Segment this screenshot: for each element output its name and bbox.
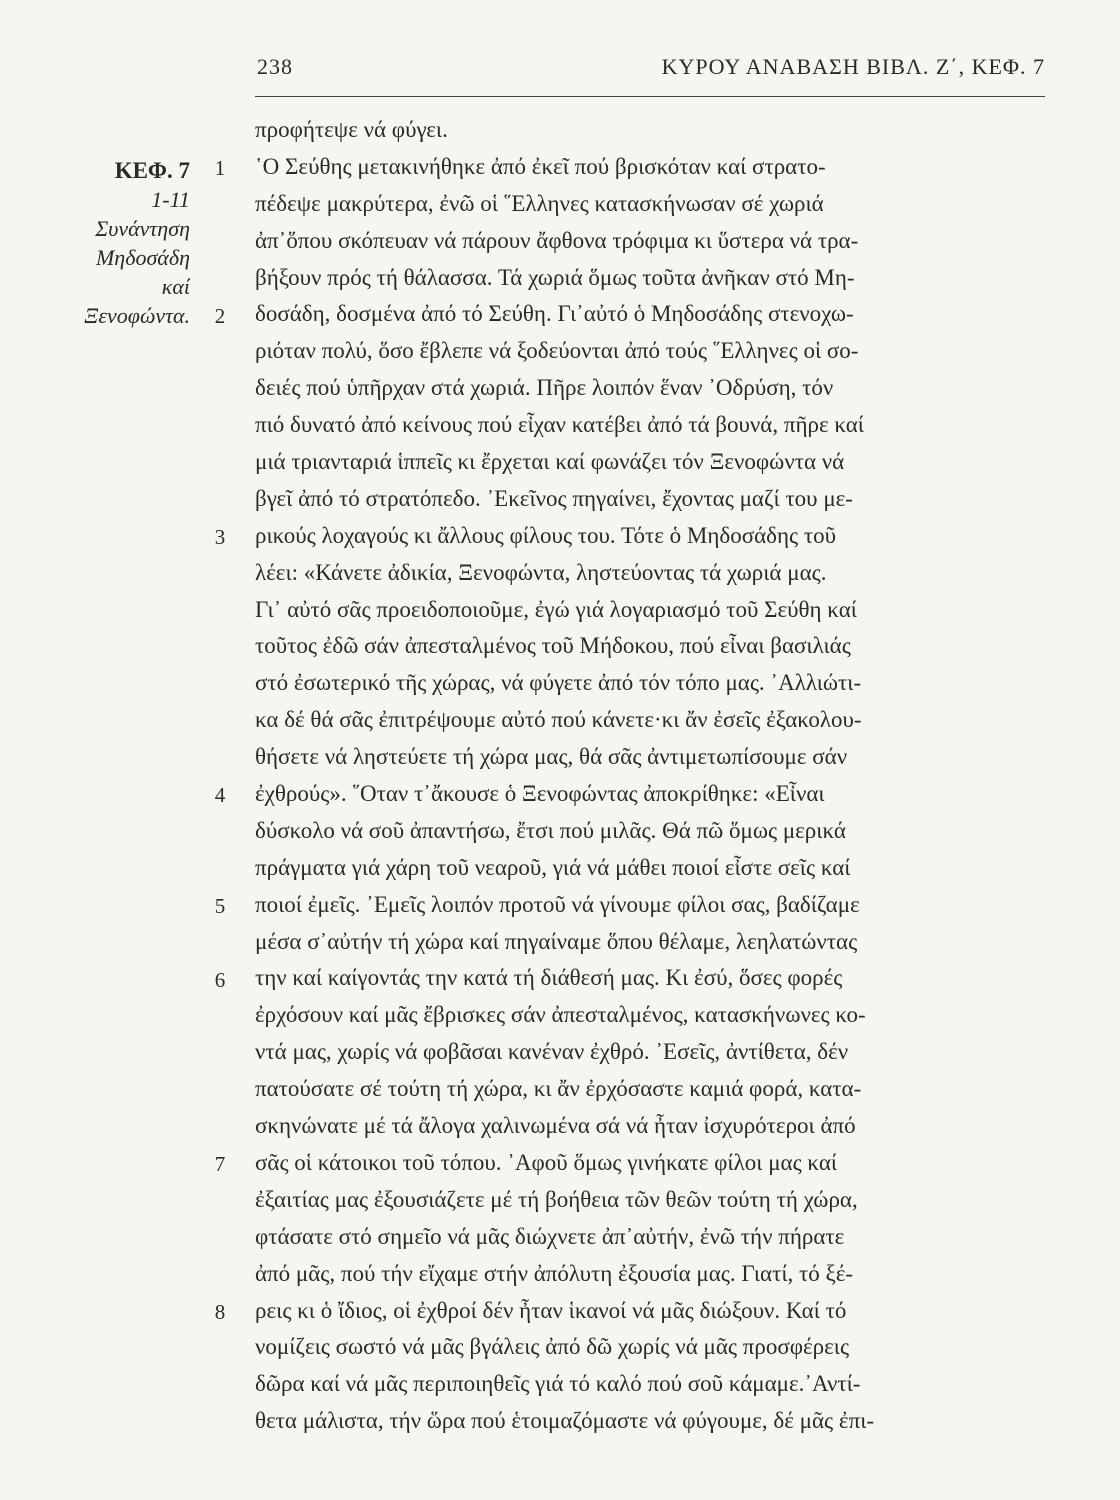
page-number: 238 (257, 54, 293, 79)
verse-number: 3 (214, 524, 226, 549)
text-line: ἐξαιτίας μας ἐξουσιάζετε μέ τή βοήθεια τῶν θεῶν τούτη τή χώρα, (255, 1186, 858, 1212)
text-line: ρεις κι ὁ ἴδιος, οἱ ἐχθροί δέν ἦταν ἱκανοί νά μᾶς διώξουν. Καί τό (255, 1297, 847, 1323)
text-line: ἀπό μᾶς, πού τήν εἴχαμε στήν ἀπόλυτη ἐξουσία μας. Γιατί, τό ξέ- (255, 1260, 854, 1286)
text-line: βγεῖ ἀπό τό στρατόπεδο. ᾿Εκεῖνος πηγαίνει, ἔχοντας μαζί του με- (255, 485, 853, 511)
text-line: λέει: «Κάνετε ἀδικία, Ξενοφώντα, ληστεύοντας τά χωριά μας. (255, 559, 827, 585)
text-line: ρικούς λοχαγούς κι ἄλλους φίλους του. Τότε ὁ Μηδοσάδης τοῦ (255, 522, 836, 548)
margin-chapter: ΚΕΦ. 7 (114, 158, 190, 183)
text-line: ῾Ο Σεύθης μετακινήθηκε ἀπό ἐκεῖ πού βρισκόταν καί στρατο- (255, 153, 826, 179)
text-line: προφήτεψε νά φύγει. (255, 117, 448, 142)
text-line: Γι᾿ αὐτό σᾶς προειδοποιοῦμε, ἐγώ γιά λογαριασμό τοῦ Σεύθη καί (255, 596, 857, 622)
text-line: μιά τριανταριά ἱππεῖς κι ἔρχεται καί φωνάζει τόν Ξενοφώντα νά (255, 449, 845, 475)
text-line: θήσετε νά ληστεύετε τή χώρα μας, θά σᾶς ἀντιμετωπίσουμε σάν (255, 744, 848, 770)
verse-number: 7 (214, 1152, 226, 1177)
text-line: βήξουν πρός τή θάλασσα. Τά χωριά ὅμως τοῦτα ἀνῆκαν στό Μη- (255, 264, 855, 290)
verse-number-gutter (205, 0, 235, 1500)
running-header (255, 54, 1045, 88)
body-text (255, 112, 1075, 1440)
text-line: δειές πού ὑπῆρχαν στά χωριά. Πῆρε λοιπόν ἕναν ᾿Οδρύση, τόν (255, 375, 834, 401)
margin-title-line: Συνάντηση (95, 216, 190, 241)
margin-title-line: καί (161, 274, 190, 299)
running-title: ΚΥΡΟΥ ΑΝΑΒΑΣΗ ΒΙΒΛ. Ζ΄, ΚΕΦ. 7 (661, 54, 1045, 79)
text-line: πέδεψε μακρύτερα, ἐνῶ οἱ ῞Ελληνες κατασκήνωσαν σέ χωριά (255, 190, 824, 216)
text-line: ποιοί ἐμεῖς. ᾿Εμεῖς λοιπόν προτοῦ νά γίνουμε φίλοι σας, βαδίζαμε (255, 891, 860, 917)
text-line: ντά μας, χωρίς νά φοβᾶσαι κανέναν ἐχθρό. ᾿Εσεῖς, ἀντίθετα, δέν (255, 1039, 849, 1065)
verse-number: 5 (214, 893, 226, 918)
text-line: θετα μάλιστα, τήν ὥρα πού ἑτοιμαζόμαστε νά φύγουμε, δέ μᾶς ἐπι- (255, 1408, 875, 1434)
margin-verses: 1-11 (151, 187, 190, 212)
text-line: μέσα σ᾿αὐτήν τή χώρα καί πηγαίναμε ὅπου θέλαμε, λεηλατώντας (255, 928, 858, 954)
text-line: νομίζεις σωστό νά μᾶς βγάλεις ἀπό δῶ χωρίς νά μᾶς προσφέρεις (255, 1334, 850, 1360)
header-rule (255, 96, 1045, 97)
verse-number: 2 (214, 303, 226, 328)
text-line: ἐρχόσουν καί μᾶς ἔβρισκες σάν ἀπεσταλμένος, κατασκήνωνες κο- (255, 1002, 866, 1028)
text-line: φτάσατε στό σημεῖο νά μᾶς διώχνετε ἀπ᾿αὐτήν, ἐνῶ τήν πήρατε (255, 1223, 845, 1249)
text-line: πατούσατε σέ τούτη τή χώρα, κι ἄν ἐρχόσαστε καμιά φορά, κατα- (255, 1076, 862, 1102)
text-line: κα δέ θά σᾶς ἐπιτρέψουμε αὐτό πού κάνετε·κι ἄν ἐσεῖς ἐξακολου- (255, 707, 862, 733)
text-line: δύσκολο νά σοῦ ἀπαντήσω, ἔτσι πού μιλᾶς. Θά πῶ ὅμως μερικά (255, 817, 846, 843)
text-line: ριόταν πολύ, ὅσο ἔβλεπε νά ξοδεύονται ἀπό τούς ῞Ελληνες οἱ σο- (255, 338, 859, 364)
margin-title-line: Μηδοσάδη (95, 245, 190, 270)
text-line: τοῦτος ἐδῶ σάν ἀπεσταλμένος τοῦ Μήδοκου, πού εἶναι βασιλιάς (255, 633, 851, 659)
text-line: την καί καίγοντάς την κατά τή διάθεσή μας. Κι ἐσύ, ὅσες φορές (255, 965, 843, 991)
verse-number: 6 (214, 967, 226, 992)
text-line: ἐχθρούς». ῞Οταν τ᾿ἄκουσε ὁ Ξενοφώντας ἀποκρίθηκε: «Εἶναι (255, 781, 825, 807)
margin-note (40, 156, 190, 330)
text-line: δοσάδη, δοσμένα ἀπό τό Σεύθη. Γι᾿αὐτό ὁ Μηδοσάδης στενοχω- (255, 301, 854, 327)
text-line: πιό δυνατό ἀπό κείνους πού εἶχαν κατέβει ἀπό τά βουνά, πῆρε καί (255, 412, 864, 438)
margin-title-line: Ξενοφώντα. (84, 303, 190, 328)
text-line: στό ἐσωτερικό τῆς χώρας, νά φύγετε ἀπό τόν τόπο μας. ᾿Αλλιώτι- (255, 670, 862, 696)
verse-number: 8 (214, 1299, 226, 1324)
verse-number: 4 (214, 783, 226, 808)
text-line: σκηνώνατε μέ τά ἄλογα χαλινωμένα σά νά ἦταν ἰσχυρότεροι ἀπό (255, 1113, 856, 1139)
verse-number: 1 (214, 155, 226, 180)
text-line: δῶρα καί νά μᾶς περιποιηθεῖς γιά τό καλό πού σοῦ κάμαμε.᾿Αντί- (255, 1371, 861, 1397)
text-line: πράγματα γιά χάρη τοῦ νεαροῦ, γιά νά μάθει ποιοί εἶστε σεῖς καί (255, 854, 851, 880)
text-line: σᾶς οἱ κάτοικοι τοῦ τόπου. ᾿Αφοῦ ὅμως γινήκατε φίλοι μας καί (255, 1149, 838, 1175)
text-line: ἀπ᾿ὅπου σκόπευαν νά πάρουν ἄφθονα τρόφιμα κι ὕστερα νά τρα- (255, 227, 859, 253)
